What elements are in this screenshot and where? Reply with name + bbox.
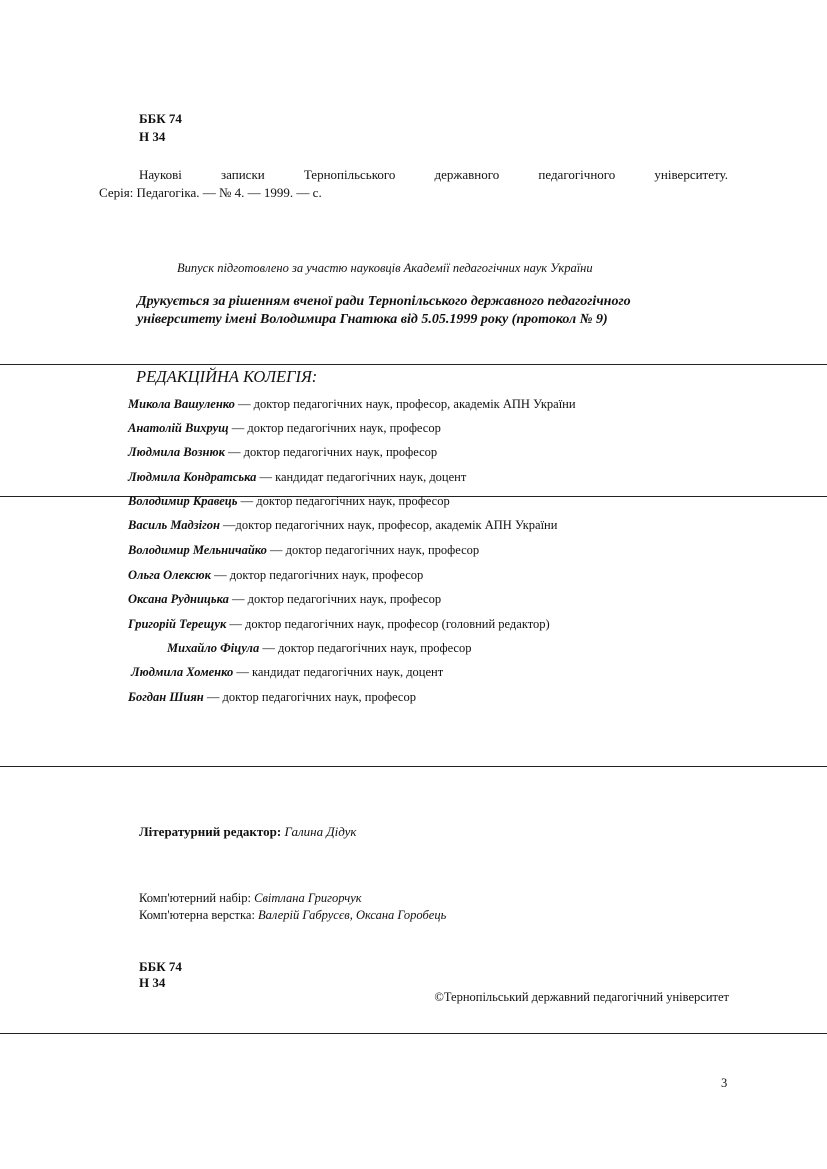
board-member: [128, 470, 466, 485]
member-name: Василь Мадзігон: [128, 518, 220, 532]
member-role: — доктор педагогічних наук, професор: [266, 543, 480, 557]
member-role: — доктор педагогічних наук, професор: [228, 421, 441, 435]
member-role: — кандидат педагогічних наук, доцент: [233, 665, 444, 679]
typesetting-credit: [139, 891, 362, 906]
board-member: [128, 592, 441, 607]
page-number: 3: [721, 1076, 728, 1090]
member-name: Людмила Кондратська: [128, 470, 257, 484]
citation-word: державного: [434, 167, 500, 182]
member-name: Володимир Кравець: [128, 494, 238, 508]
bbk-code: ББК 74: [139, 111, 182, 126]
copyright-notice: ©Тернопільський державний педагогічний університет: [434, 990, 729, 1004]
literary-editor-name: Галина Дідук: [284, 824, 357, 839]
typesetting-name: Світлана Григорчук: [254, 891, 362, 905]
member-role: — кандидат педагогічних наук, доцент: [256, 470, 467, 484]
member-role: — доктор педагогічних наук, професор: [203, 690, 416, 704]
index-code: Н 34: [139, 129, 166, 144]
board-member: [128, 690, 416, 705]
citation-word: записки: [221, 167, 265, 182]
citation-line-1: [139, 167, 728, 183]
member-name: Михайло Фіцула: [167, 641, 260, 655]
board-member: [128, 617, 550, 632]
prepared-note: Випуск підготовлено за участю науковців Академії педагогічних наук України: [177, 261, 593, 275]
divider-line: [0, 1033, 827, 1034]
member-role: — доктор педагогічних наук, професор (головний редактор): [226, 617, 550, 631]
member-role: — доктор педагогічних наук, професор: [259, 641, 472, 655]
member-name: Людмила Хоменко: [131, 665, 234, 679]
board-member: [128, 518, 557, 533]
board-member: [128, 543, 479, 558]
layout-label: Комп'ютерна верстка:: [139, 908, 259, 922]
board-member: [131, 665, 443, 680]
literary-editor-label: Літературний редактор:: [139, 824, 285, 839]
printed-note-line-2: університету імені Володимира Гнатюка від 5.05.1999 року (протокол № 9): [137, 312, 608, 327]
member-role: — доктор педагогічних наук, професор: [237, 494, 450, 508]
member-name: Оксана Рудницька: [128, 592, 229, 606]
footer-bbk-code: ББК 74: [139, 959, 182, 974]
member-name: Григорій Терещук: [128, 617, 227, 631]
member-name: Людмила Вознюк: [128, 445, 225, 459]
member-name: Ольга Олексюк: [128, 568, 212, 582]
board-member: [128, 445, 437, 460]
member-name: Анатолій Вихрущ: [128, 421, 229, 435]
divider-line: [0, 364, 827, 365]
board-member: [128, 421, 441, 436]
citation-word: університету.: [654, 167, 728, 182]
member-role: — доктор педагогічних наук, професор: [228, 592, 442, 606]
layout-credit: [139, 908, 446, 923]
member-role: —доктор педагогічних наук, професор, академік АПН України: [219, 518, 558, 532]
layout-names: Валерій Габрусєв, Оксана Горобець: [258, 908, 447, 922]
board-member: [167, 641, 471, 656]
member-role: — доктор педагогічних наук, професор, академік АПН України: [234, 397, 576, 411]
citation-word: Наукові: [139, 167, 182, 182]
member-role: — доктор педагогічних наук, професор: [211, 568, 424, 582]
footer-index-code: Н 34: [139, 975, 166, 990]
board-member: [128, 397, 576, 412]
member-name: Богдан Шиян: [128, 690, 204, 704]
typesetting-label: Комп'ютерний набір:: [139, 891, 255, 905]
board-title: РЕДАКЦІЙНА КОЛЕГІЯ:: [136, 367, 318, 386]
board-member: [128, 494, 450, 509]
member-name: Микола Вашуленко: [128, 397, 235, 411]
citation-word: Тернопільського: [303, 167, 396, 182]
board-member: [128, 568, 423, 583]
citation-word: педагогічного: [538, 167, 616, 182]
divider-line: [0, 766, 827, 767]
literary-editor-credit: [139, 824, 357, 840]
member-role: — доктор педагогічних наук, професор: [224, 445, 438, 459]
printed-note-line-1: Друкується за рішенням вченої ради Тернопільського державного педагогічного: [137, 294, 631, 309]
member-name: Володимир Мельничайко: [128, 543, 267, 557]
citation-line-2: Серія: Педагогіка. — № 4. — 1999. — с.: [99, 185, 322, 200]
